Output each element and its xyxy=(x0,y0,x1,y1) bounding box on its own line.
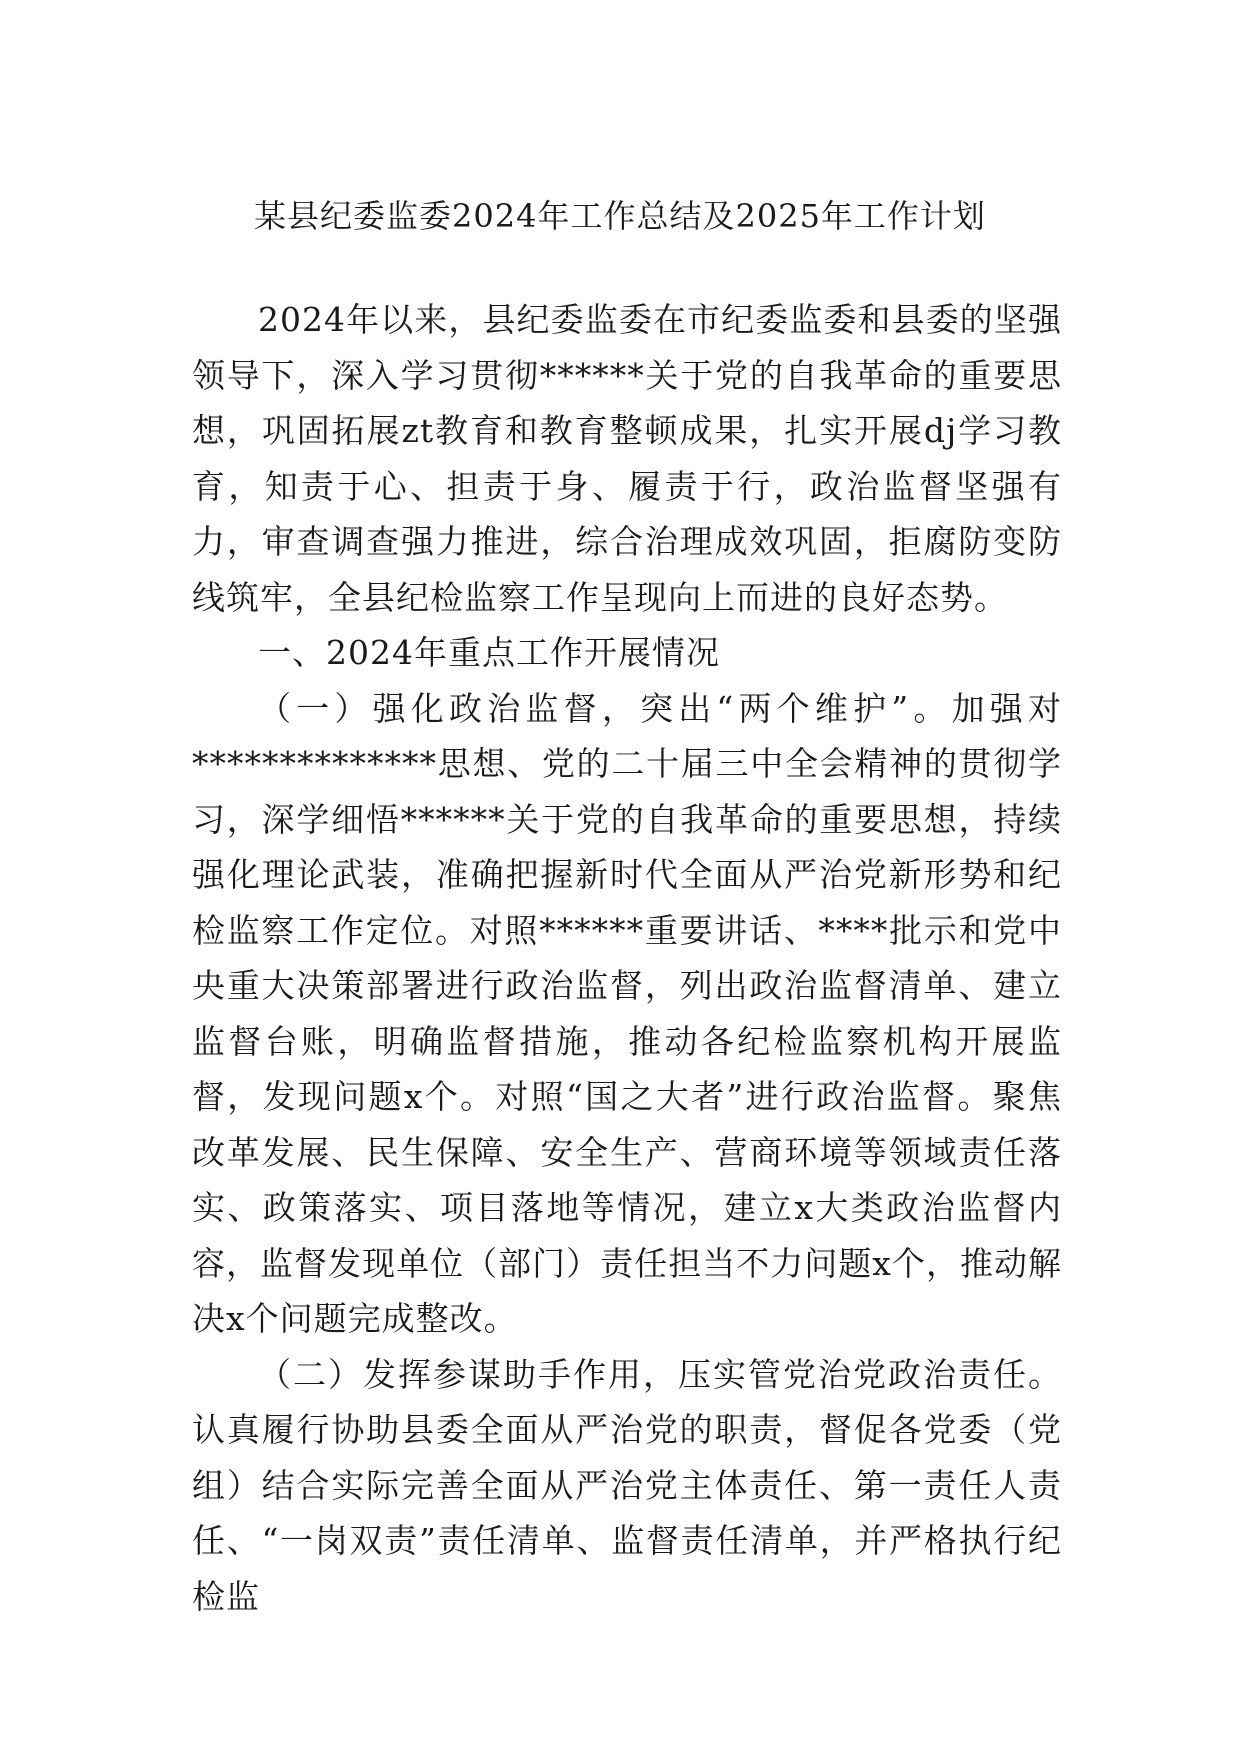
subsection-paragraph-1: （一）强化政治监督，突出“两个维护”。加强对**************思想、党的二十届三中全会精神的贯彻学习，深学细悟******关于党的自我革命的重要思想，持续强化理论武装，准确把握新时代全面从严治党新形势和纪检监察工作定位。对照******重要讲话、****批示和党中央重大决策部署进行政治监督，列出政治监督清单、建立监督台账，明确监督措施，推动各纪检监察机构开展监督，发现问题x个。对照“国之大者”进行政治监督。聚焦改革发展、民生保障、安全生产、营商环境等领域责任落实、政策落实、项目落地等情况，建立x大类政治监督内容，监督发现单位（部门）责任担当不力问题x个，推动解决x个问题完成整改。 xyxy=(192,688,1062,1338)
subsection-paragraph-2: （二）发挥参谋助手作用，压实管党治党政治责任。认真履行协助县委全面从严治党的职责，督促各党委（党组）结合实际完善全面从严治党主体责任、第一责任人责任、“一岗双责”责任清单、监督责任清单，并严格执行纪检监 xyxy=(192,1354,1062,1616)
document-body xyxy=(192,292,1062,1624)
section-heading-1: 一、2024年重点工作开展情况 xyxy=(258,633,720,672)
intro-paragraph: 2024年以来，县纪委监委在市纪委监委和县委的坚强领导下，深入学习贯彻******关于党的自我革命的重要思想，巩固拓展zt教育和教育整顿成果，扎实开展dj学习教育，知责于心、担责于身、履责于行，政治监督坚强有力，审查调查强力推进，综合治理成效巩固，拒腐防变防线筑牢，全县纪检监察工作呈现向上而进的良好态势。 xyxy=(192,300,1062,617)
document-title: 某县纪委监委2024年工作总结及2025年工作计划 xyxy=(254,197,986,235)
